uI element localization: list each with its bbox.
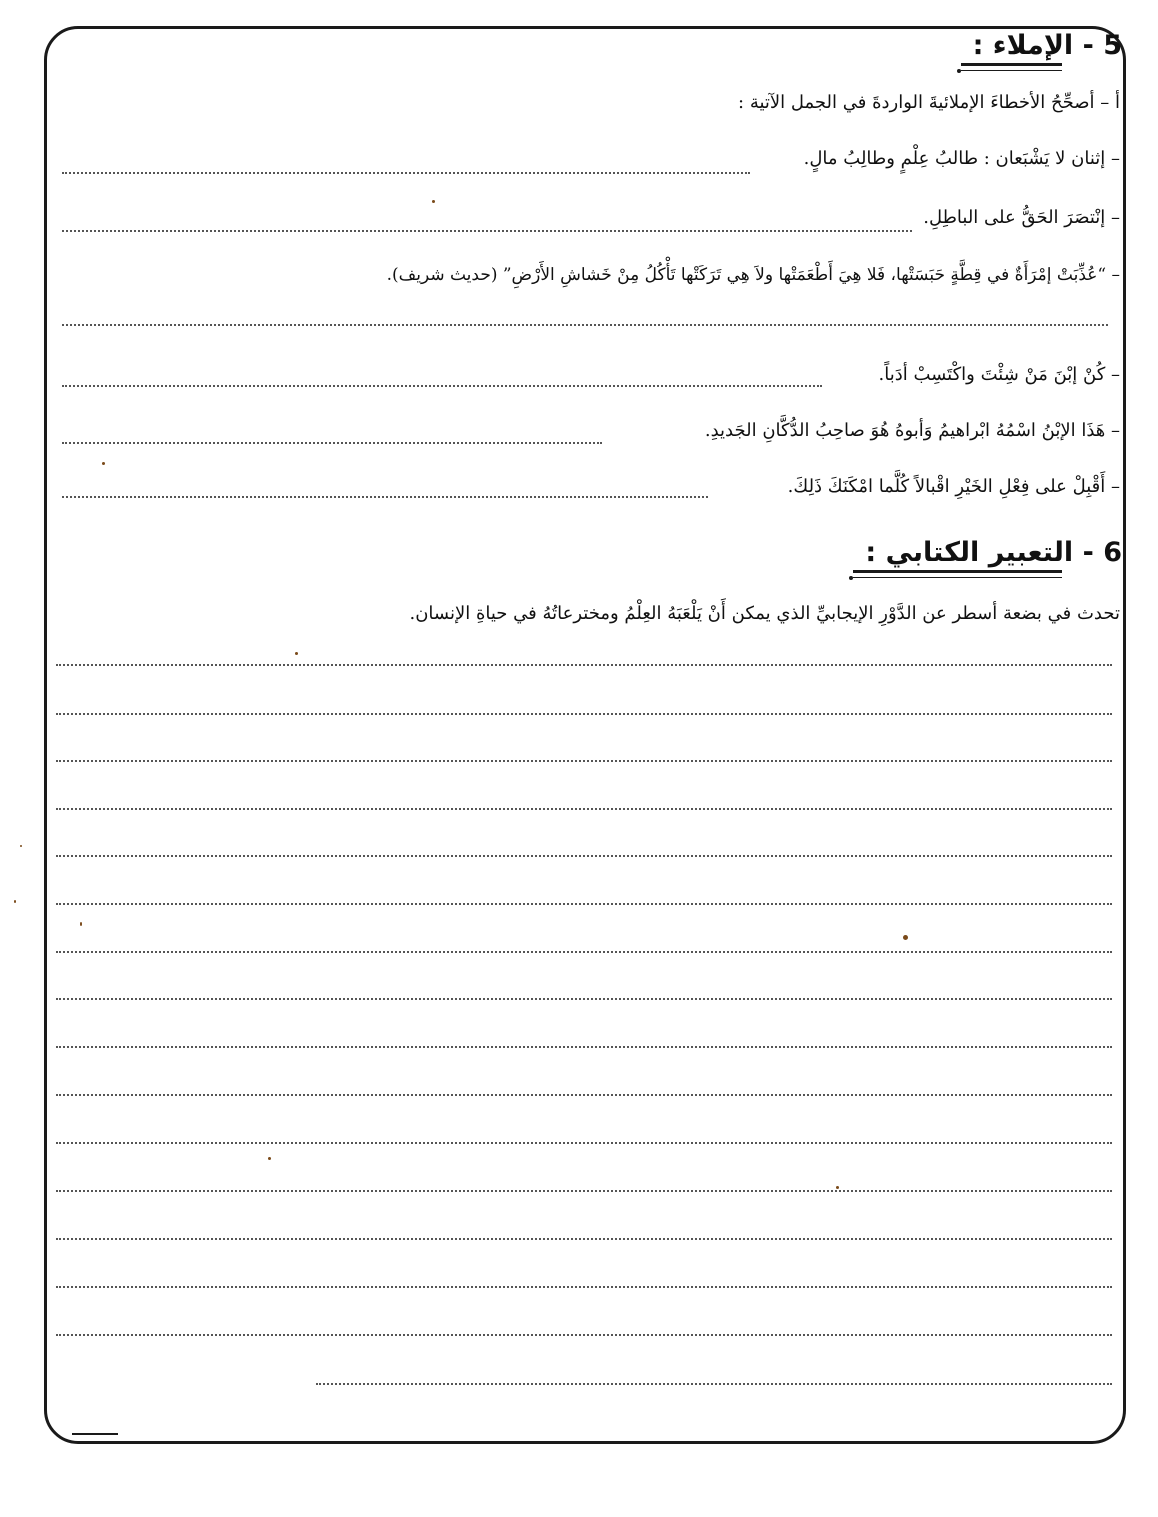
sentence-1: – إثنان لا يَشْبَعان : طالبُ عِلْمٍ وطالِبُ مالٍ. — [803, 148, 1120, 169]
writing-line[interactable] — [56, 713, 1112, 715]
writing-line[interactable] — [56, 1046, 1112, 1048]
dictation-instruction: أ – أصحِّحُ الأخطاءَ الإملائيةَ الواردةَ في الجمل الآتية : — [738, 92, 1120, 113]
writing-prompt: تحدث في بضعة أسطر عن الدَّوْرِ الإيجابيِّ الذي يمكن أَنْ يَلْعَبَهُ العِلْمُ ومخترعاتُهُ في حياةِ الإنسان. — [409, 603, 1120, 624]
writing-line[interactable] — [56, 951, 1112, 953]
heading-dot — [957, 69, 961, 73]
sentence-4: – كُنْ إبْنَ مَنْ شِئْتَ واكْتَسِبْ أدَباً. — [878, 364, 1120, 385]
answer-line[interactable] — [62, 385, 822, 387]
section-5-title: 5 - الإملاء : — [972, 30, 1122, 61]
writing-line[interactable] — [56, 1286, 1112, 1288]
heading-underline-thin — [961, 70, 1062, 71]
answer-line[interactable] — [62, 442, 602, 444]
writing-line[interactable] — [56, 998, 1112, 1000]
answer-line[interactable] — [62, 172, 750, 174]
bottom-mark — [72, 1433, 118, 1435]
writing-line[interactable] — [316, 1383, 1112, 1385]
writing-line[interactable] — [56, 760, 1112, 762]
writing-line[interactable] — [56, 1334, 1112, 1336]
sentence-6: – أَقْبِلْ على فِعْلِ الخَيْرِ اقْبالاً كُلَّما امْكَنَكَ ذَلِكَ. — [787, 476, 1120, 497]
sentence-3: – “عُذِّبَتْ إمْرَأَةٌ في قِطَّةٍ حَبَسَتْها، فَلا هِيَ أَطْعَمَتْها ولاَ هِي تَرَكَتْها تَأْكُلُ مِنْ خَشاشِ الأَرْضِ” (حديث شريف). — [386, 265, 1120, 285]
answer-line[interactable] — [62, 496, 708, 498]
heading-underline — [853, 570, 1062, 573]
sentence-2: – إنْتصَرَ الحَقُّ على الباطِلِ. — [923, 207, 1120, 228]
heading-underline-thin — [853, 577, 1062, 578]
writing-line[interactable] — [56, 1142, 1112, 1144]
writing-line[interactable] — [56, 1238, 1112, 1240]
section-6-title: 6 - التعبير الكتابي : — [865, 537, 1122, 568]
writing-line[interactable] — [56, 1190, 1112, 1192]
page-frame — [44, 26, 1126, 1444]
sentence-5: – هَذَا الإبْنُ اسْمُهُ ابْراهيمُ وَأبوهُ هُوَ صاحِبُ الدُّكَّانِ الجَديدِ. — [704, 420, 1120, 441]
answer-line[interactable] — [62, 324, 1108, 326]
writing-line[interactable] — [56, 903, 1112, 905]
writing-line[interactable] — [56, 1094, 1112, 1096]
writing-line[interactable] — [56, 808, 1112, 810]
answer-line[interactable] — [62, 230, 912, 232]
section-5-heading — [973, 30, 1122, 61]
writing-line[interactable] — [56, 664, 1112, 666]
section-6-heading — [865, 537, 1122, 568]
writing-line[interactable] — [56, 855, 1112, 857]
heading-underline — [961, 63, 1062, 66]
